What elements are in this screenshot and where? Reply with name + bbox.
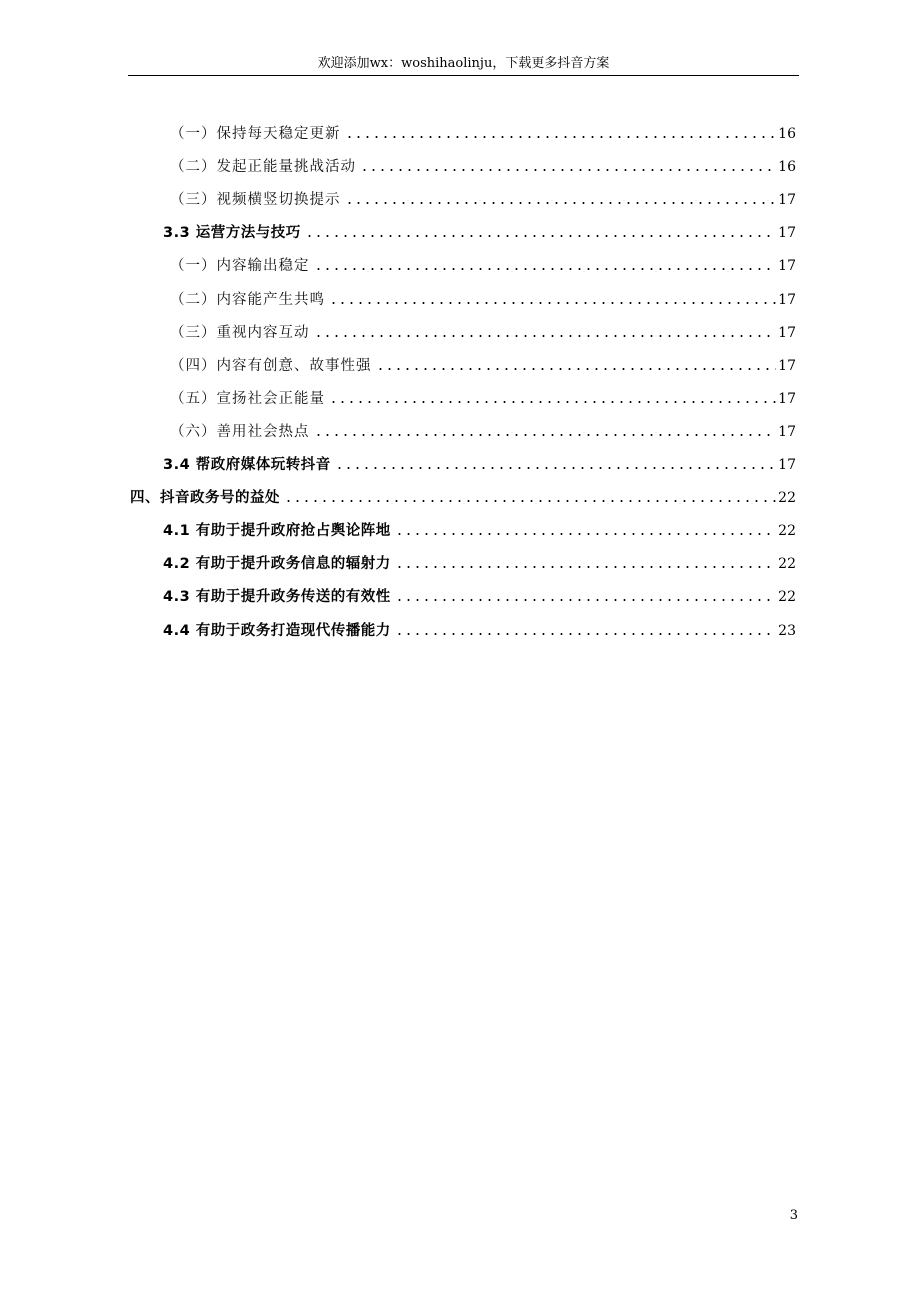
toc-entry-label: （三）视频横竖切换提示 — [170, 192, 341, 209]
toc-entry-label: （三）重视内容互动 — [170, 324, 310, 341]
toc-leader-dots — [360, 167, 776, 173]
toc-entry-label: 4.2 有助于提升政务信息的辐射力 — [163, 556, 391, 573]
toc-entry[interactable] — [170, 288, 796, 312]
toc-leader-dots — [329, 399, 776, 405]
toc-leader-dots — [395, 597, 776, 603]
toc-entry-page: 17 — [778, 324, 796, 341]
toc-entry-page: 17 — [778, 390, 796, 407]
toc-entry-page: 17 — [778, 258, 796, 275]
toc-leader-dots — [329, 300, 776, 306]
toc-entry-page: 22 — [778, 589, 796, 606]
toc-entry[interactable] — [170, 354, 796, 378]
toc-entry-label: （二）内容能产生共鸣 — [170, 291, 325, 308]
toc-entry-label: （四）内容有创意、故事性强 — [170, 357, 372, 374]
toc-entry[interactable] — [170, 321, 796, 345]
toc-entry-label: 四、抖音政务号的益处 — [130, 490, 280, 507]
toc-entry-page: 17 — [778, 457, 796, 473]
toc-leader-dots — [305, 233, 776, 239]
toc-entry[interactable] — [163, 453, 796, 477]
toc-entry-page: 17 — [778, 291, 796, 308]
toc-leader-dots — [314, 266, 777, 272]
toc-entry[interactable] — [170, 188, 796, 212]
toc-entry-page: 22 — [778, 490, 796, 507]
toc-entry-page: 22 — [778, 523, 796, 540]
toc-leader-dots — [376, 366, 777, 372]
toc-leader-dots — [395, 631, 776, 637]
toc-entry-page: 17 — [778, 192, 796, 209]
toc-entry-label: （五）宣扬社会正能量 — [170, 390, 325, 407]
toc-entry[interactable] — [170, 387, 796, 411]
toc-leader-dots — [314, 333, 777, 339]
toc-entry-label: （一）内容输出稳定 — [170, 258, 310, 275]
toc-entry-label: 3.3 运营方法与技巧 — [163, 225, 301, 242]
toc-entry[interactable] — [163, 519, 796, 543]
toc-leader-dots — [395, 531, 776, 537]
toc-entry[interactable] — [130, 486, 796, 510]
toc-entry[interactable] — [170, 122, 796, 146]
page-number: 3 — [789, 1208, 798, 1223]
toc-entry-page: 16 — [778, 159, 796, 176]
toc-entry-page: 17 — [778, 357, 796, 374]
toc-entry[interactable] — [163, 552, 796, 576]
toc-entry-label: 4.4 有助于政务打造现代传播能力 — [163, 622, 391, 639]
page-header: 欢迎添加wx：woshihaolinju，下载更多抖音方案 — [317, 56, 610, 71]
toc-entry-label: （一）保持每天稳定更新 — [170, 126, 341, 142]
toc-entry[interactable] — [163, 585, 796, 609]
header-divider — [128, 75, 799, 76]
toc-entry-label: （二）发起正能量挑战活动 — [170, 159, 356, 176]
toc-entry[interactable] — [170, 420, 796, 444]
toc-entry-label: 3.4 帮政府媒体玩转抖音 — [163, 457, 331, 473]
toc-entry-page: 17 — [778, 225, 796, 242]
toc-entry-page: 17 — [778, 423, 796, 440]
toc-leader-dots — [345, 200, 777, 206]
toc-entry-page: 23 — [778, 622, 796, 639]
toc-entry[interactable] — [170, 254, 796, 278]
toc-leader-dots — [284, 498, 776, 504]
toc-leader-dots — [335, 465, 776, 471]
toc-entry[interactable] — [163, 221, 796, 245]
toc-entry[interactable] — [170, 155, 796, 179]
toc-entry-label: （六）善用社会热点 — [170, 423, 310, 440]
toc-entry-label: 4.1 有助于提升政府抢占舆论阵地 — [163, 523, 391, 540]
toc-leader-dots — [395, 564, 776, 570]
toc-entry-page: 22 — [778, 556, 796, 573]
toc-leader-dots — [345, 134, 777, 140]
toc-leader-dots — [314, 432, 777, 438]
toc-entry[interactable] — [163, 619, 796, 643]
toc-entry-label: 4.3 有助于提升政务传送的有效性 — [163, 589, 391, 606]
toc-entry-page: 16 — [778, 126, 796, 142]
